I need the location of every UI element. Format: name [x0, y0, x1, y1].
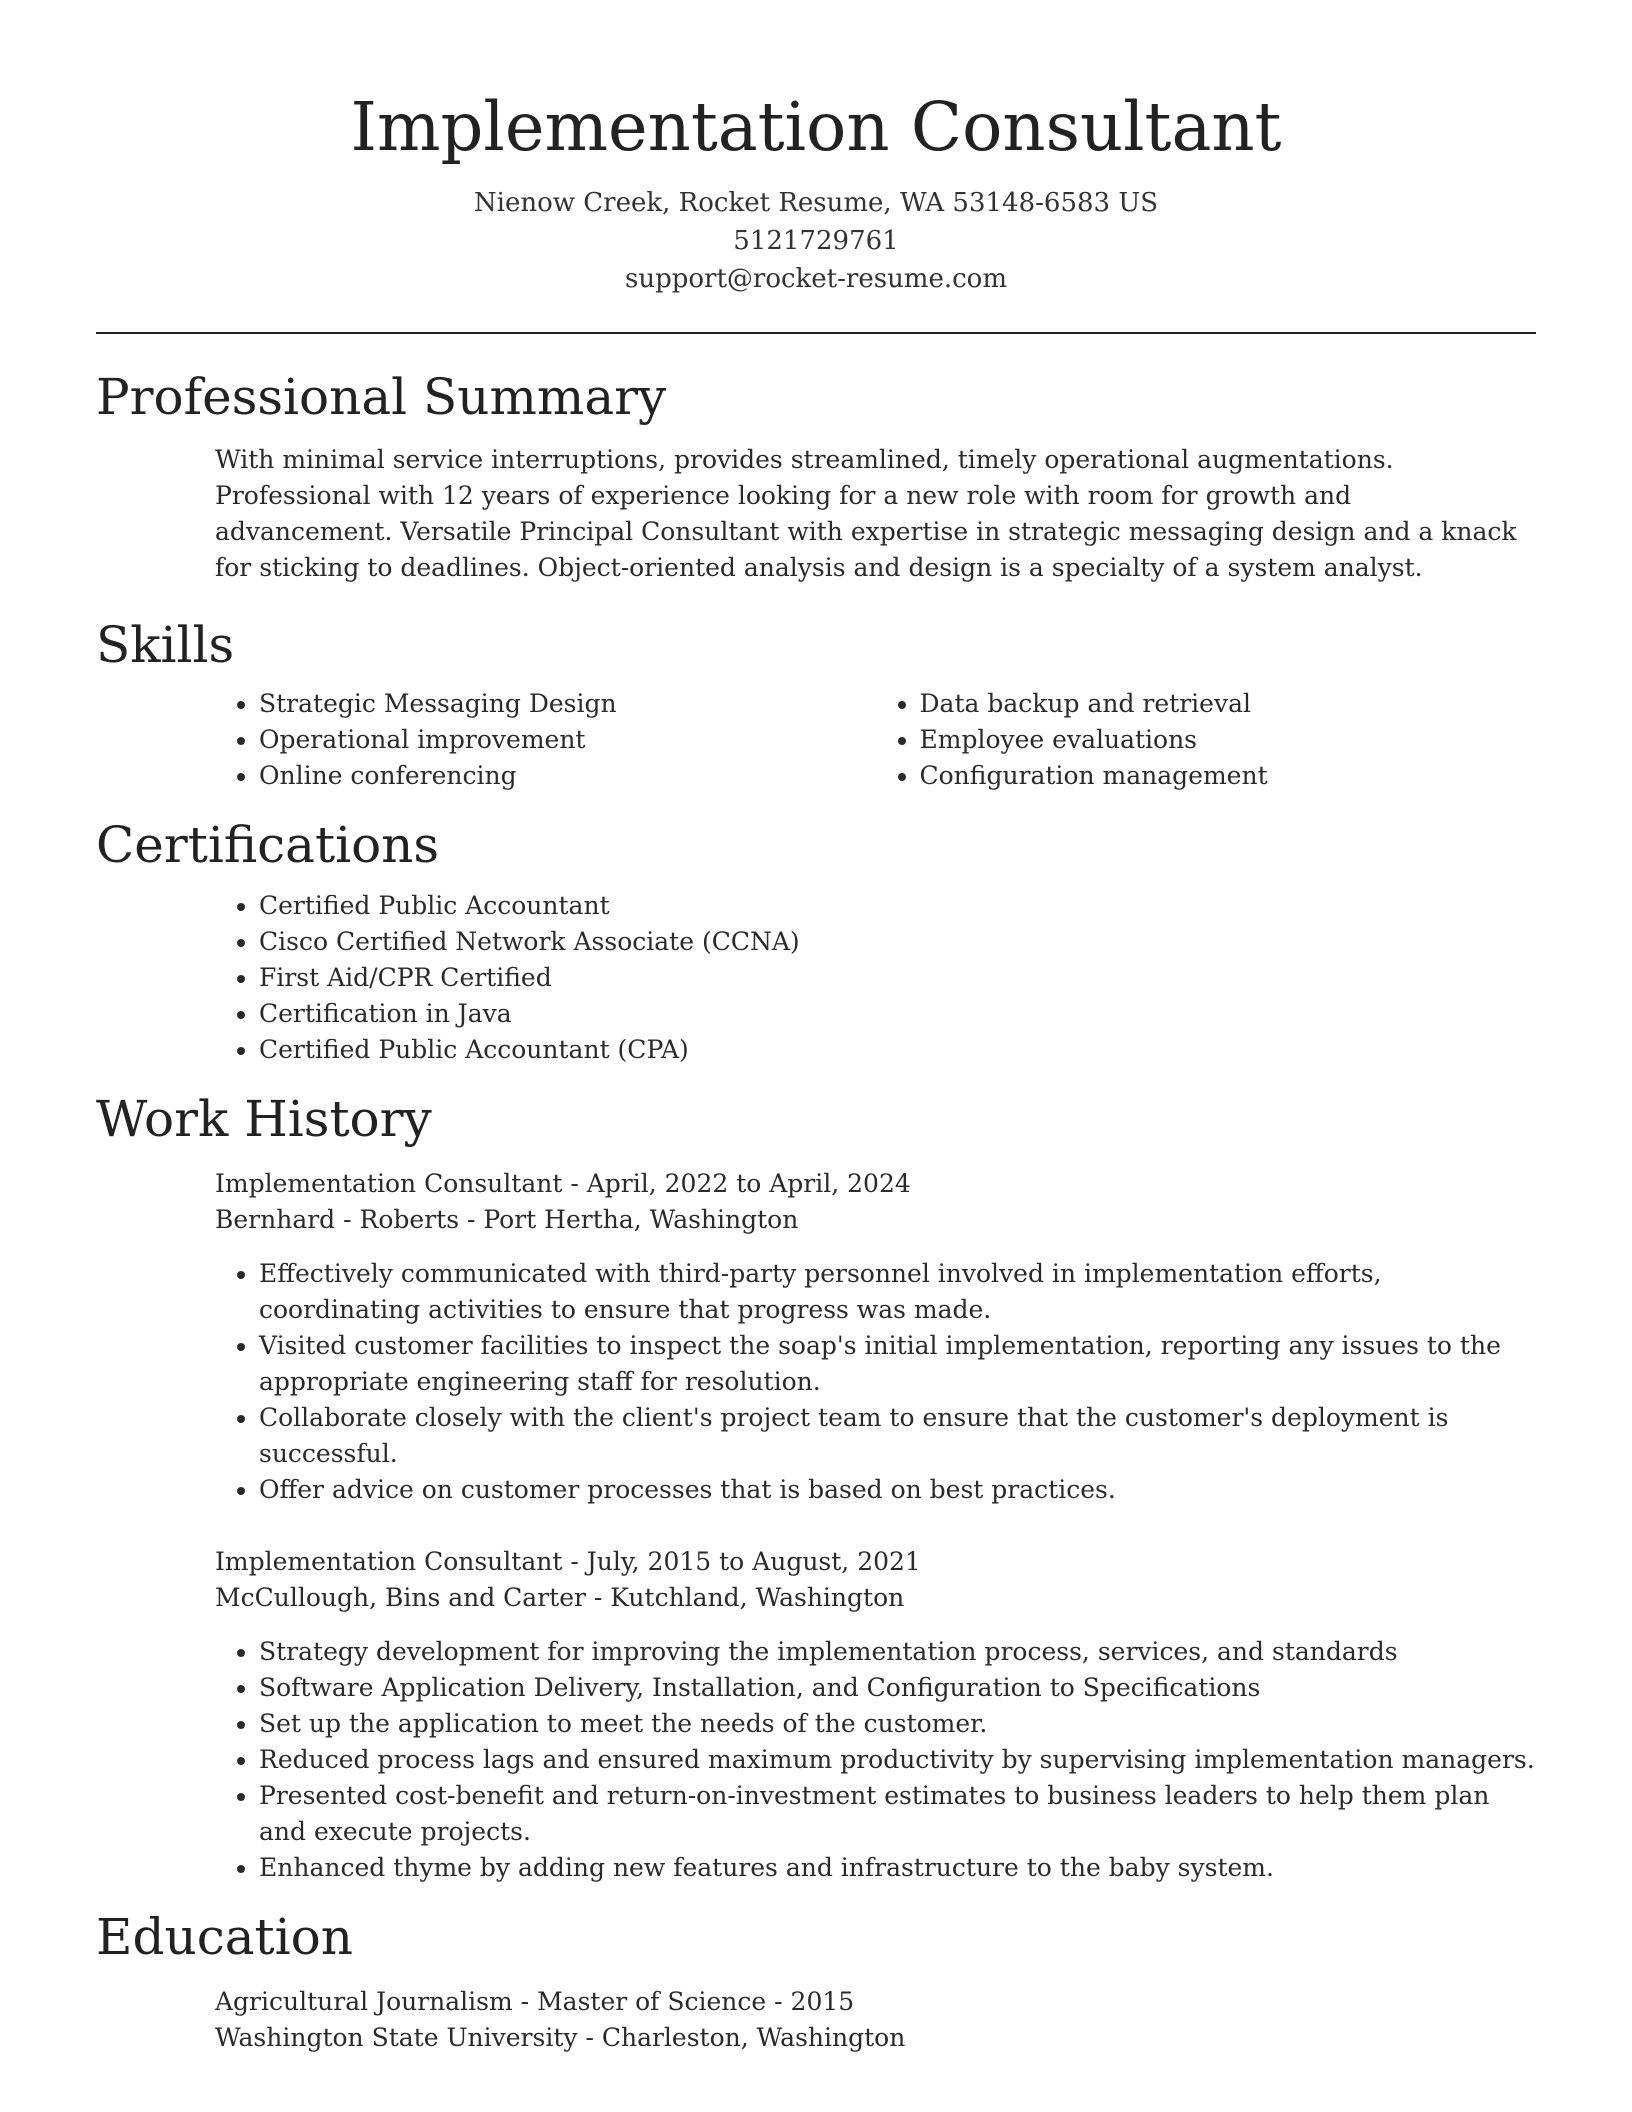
- job-bullet: • Effectively communicated with third-party personnel involved in implementation efforts, coordinating activities to ensure that progress was made.: [259, 1256, 1536, 1328]
- section-title-education: Education: [96, 1908, 353, 1966]
- certifications-list: [215, 888, 1536, 1068]
- job-bullet: • Strategy development for improving the implementation process, services, and standards: [259, 1634, 1536, 1670]
- skill-item: • Strategic Messaging Design: [259, 686, 876, 722]
- job-entry: [215, 1544, 1536, 1886]
- education-degree-line: Agricultural Journalism - Master of Science - 2015: [215, 1987, 855, 2016]
- job-location: Port Hertha, Washington: [483, 1205, 799, 1234]
- skills-body: [96, 686, 1536, 794]
- job-bullet: • Presented cost-benefit and return-on-investment estimates to business leaders to help them plan and execute projects.: [259, 1778, 1536, 1850]
- certification-item: • Certified Public Accountant (CPA): [259, 1032, 1536, 1068]
- summary-body: [96, 442, 1536, 586]
- section-work-history: [96, 1086, 1536, 1886]
- skills-list-right: [876, 686, 1537, 794]
- section-summary: [96, 364, 1536, 586]
- work-body: [96, 1166, 1536, 1886]
- job-bullet: • Offer advice on customer processes that is based on best practices.: [259, 1472, 1536, 1508]
- job-dates: July, 2015 to August, 2021: [586, 1547, 921, 1576]
- job-bullet: • Set up the application to meet the needs of the customer.: [259, 1706, 1536, 1742]
- certification-item: • Cisco Certified Network Associate (CCNA): [259, 924, 1536, 960]
- section-title-work: Work History: [96, 1090, 432, 1148]
- job-title-line: Implementation Consultant - April, 2022 to April, 2024: [215, 1169, 911, 1198]
- skill-item: • Employee evaluations: [920, 722, 1537, 758]
- certifications-body: [96, 888, 1536, 1068]
- contact-email: support@rocket-resume.com: [624, 264, 1007, 294]
- education-degree: Master of Science: [537, 1987, 767, 2016]
- summary-text: With minimal service interruptions, provides streamlined, timely operational augmentations. Professional with 12 years of experience looking for a new role with room for growth and advancement. Versatile Principal Consultant with expertise in strategic messaging design and a knack for sticking to deadlines. Object-oriented analysis and design is a specialty of a system analyst.: [215, 445, 1517, 582]
- skills-list-left: [215, 686, 876, 794]
- skill-item: • Configuration management: [920, 758, 1537, 794]
- education-field: Agricultural Journalism: [215, 1987, 513, 2016]
- education-year: 2015: [790, 1987, 855, 2016]
- education-location: Charleston, Washington: [601, 2023, 906, 2052]
- job-company: Bernhard - Roberts: [215, 1205, 460, 1234]
- skills-grid: [215, 686, 1536, 794]
- section-title-certifications: Certifications: [96, 816, 440, 874]
- education-school: Washington State University: [215, 2023, 578, 2052]
- section-title-summary: Professional Summary: [96, 368, 667, 426]
- job-title-line: Implementation Consultant - July, 2015 to August, 2021: [215, 1547, 921, 1576]
- job-role: Implementation Consultant: [215, 1547, 563, 1576]
- job-location: Kutchland, Washington: [610, 1583, 905, 1612]
- section-education: [96, 1904, 1536, 2056]
- job-bullet: • Visited customer facilities to inspect the soap's initial implementation, reporting any issues to the appropriate engineering staff for resolution.: [259, 1328, 1536, 1400]
- certification-item: • First Aid/CPR Certified: [259, 960, 1536, 996]
- certification-item: • Certification in Java: [259, 996, 1536, 1032]
- job-bullet: • Enhanced thyme by adding new features and infrastructure to the baby system.: [259, 1850, 1536, 1886]
- job-company-line: McCullough, Bins and Carter - Kutchland, Washington: [215, 1583, 905, 1612]
- contact-info: [96, 184, 1536, 298]
- section-certifications: [96, 812, 1536, 1068]
- job-bullet: • Reduced process lags and ensured maximum productivity by supervising implementation managers.: [259, 1742, 1536, 1778]
- job-bullet: • Collaborate closely with the client's project team to ensure that the customer's deployment is successful.: [259, 1400, 1536, 1472]
- header-divider: [96, 332, 1536, 334]
- job-dates: April, 2022 to April, 2024: [586, 1169, 911, 1198]
- skill-item: • Online conferencing: [259, 758, 876, 794]
- section-skills: [96, 612, 1536, 794]
- section-title-skills: Skills: [96, 616, 235, 674]
- resume-name: Implementation Consultant: [350, 88, 1282, 166]
- skill-item: • Operational improvement: [259, 722, 876, 758]
- contact-phone: 5121729761: [733, 226, 899, 256]
- job-company: McCullough, Bins and Carter: [215, 1583, 586, 1612]
- certification-item: • Certified Public Accountant: [259, 888, 1536, 924]
- education-body: [96, 1984, 1536, 2056]
- job-entry: [215, 1166, 1536, 1508]
- job-bullets: [215, 1634, 1536, 1886]
- job-company-line: Bernhard - Roberts - Port Hertha, Washington: [215, 1205, 799, 1234]
- contact-address: Nienow Creek, Rocket Resume, WA 53148-6583 US: [473, 188, 1159, 218]
- skill-item: • Data backup and retrieval: [920, 686, 1537, 722]
- education-school-line: Washington State University - Charleston, Washington: [215, 2023, 906, 2052]
- job-bullets: [215, 1256, 1536, 1508]
- job-role: Implementation Consultant: [215, 1169, 563, 1198]
- job-bullet: • Software Application Delivery, Installation, and Configuration to Specifications: [259, 1670, 1536, 1706]
- resume-header: [96, 82, 1536, 298]
